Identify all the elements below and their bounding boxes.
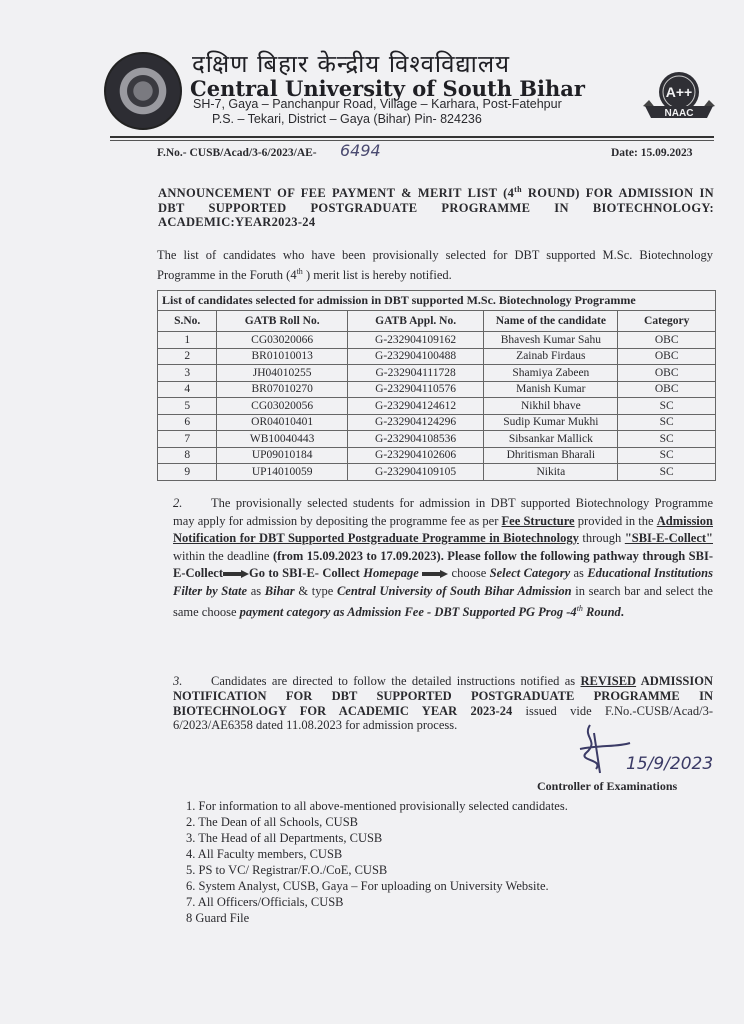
- table-cell: G-232904109162: [347, 332, 483, 349]
- distribution-item: 7. All Officers/Officials, CUSB: [186, 895, 344, 909]
- address-line-2: P.S. – Tekari, District – Gaya (Bihar) Pin- 824236: [212, 112, 482, 126]
- table-row: [158, 365, 716, 382]
- university-logo: [104, 52, 182, 130]
- table-cell: 8: [158, 447, 217, 464]
- distribution-list: [186, 798, 568, 926]
- table-cell: Bhavesh Kumar Sahu: [484, 332, 618, 349]
- table-cell: G-232904109105: [347, 464, 483, 481]
- distribution-item: 4. All Faculty members, CUSB: [186, 847, 343, 861]
- table-row: [158, 348, 716, 365]
- table-cell: Zainab Firdaus: [484, 348, 618, 365]
- table-cell: OBC: [618, 332, 716, 349]
- table-row: [158, 332, 716, 349]
- table-cell: SC: [618, 431, 716, 448]
- arrow-right-icon: [223, 570, 249, 578]
- distribution-item: 1. For information to all above-mentioned provisionally selected candidates.: [186, 799, 568, 813]
- table-cell: OBC: [618, 381, 716, 398]
- table-cell: UP09010184: [217, 447, 348, 464]
- arrow-right-icon: [422, 570, 448, 578]
- table-cell: Sudip Kumar Mukhi: [484, 414, 618, 431]
- table-cell: SC: [618, 398, 716, 415]
- table-cell: G-232904111728: [347, 365, 483, 382]
- intro-paragraph: The list of candidates who have been provisionally selected for DBT supported M.Sc. Biotechnology Programme in the Foruth (4th ) merit list is hereby notified.: [157, 248, 713, 282]
- table-cell: Sibsankar Mallick: [484, 431, 618, 448]
- table-cell: 1: [158, 332, 217, 349]
- table-row: [158, 414, 716, 431]
- table-row: [158, 398, 716, 415]
- table-header-cell: S.No.: [158, 311, 217, 332]
- table-cell: 2: [158, 348, 217, 365]
- table-cell: JH04010255: [217, 365, 348, 382]
- university-name-hindi: दक्षिण बिहार केन्द्रीय विश्वविद्यालय: [192, 50, 511, 78]
- table-cell: 5: [158, 398, 217, 415]
- signatory-designation: Controller of Examinations: [537, 779, 678, 793]
- table-cell: OBC: [618, 365, 716, 382]
- naac-badge: [643, 66, 715, 122]
- paragraph-3: 3. Candidates are directed to follow the detailed instructions notified as REVISED ADMISSION NOTIFICATION FOR DBT SUPPORTED POSTGRADUATE PROGRAMME IN BIOTECHNOLOGY FOR ACADEMIC YEAR 2023-24 issued vide F.No.-CUSB/Acad/3-6/2023/AE6358 dated 11.08.2023 for admission process.: [173, 674, 714, 733]
- table-cell: OBC: [618, 348, 716, 365]
- table-cell: G-232904110576: [347, 381, 483, 398]
- table-cell: SC: [618, 414, 716, 431]
- file-number: F.No.- CUSB/Acad/3-6/2023/AE-: [157, 147, 317, 159]
- naac-grade: A++: [665, 84, 693, 100]
- table-cell: OR04010401: [217, 414, 348, 431]
- university-name-english: Central University of South Bihar: [190, 76, 585, 101]
- table-header-row: [158, 311, 716, 332]
- table-caption: List of candidates selected for admission in DBT supported M.Sc. Biotechnology Programme: [158, 291, 716, 311]
- table-cell: WB10040443: [217, 431, 348, 448]
- table-cell: 7: [158, 431, 217, 448]
- table-cell: Shamiya Zabeen: [484, 365, 618, 382]
- merit-list-table: [157, 290, 716, 481]
- table-cell: 3: [158, 365, 217, 382]
- table-cell: 9: [158, 464, 217, 481]
- address-line-1: SH-7, Gaya – Panchanpur Road, Village – Karhara, Post-Fatehpur: [193, 97, 562, 111]
- table-cell: BR07010270: [217, 381, 348, 398]
- table-header-cell: GATB Appl. No.: [347, 311, 483, 332]
- fee-structure-link[interactable]: Fee Structure: [501, 513, 575, 528]
- header-rule-thin: [110, 140, 714, 141]
- paragraph-2: 2. The provisionally selected students for admission in DBT supported Biotechnology Programme may apply for admission by depositing the programme fee as per Fee Structure provided in the Admission Notification for DBT Supported Postgraduate Programme in Biotechnology through "SBI-E-Collect" within the deadline (from 15.09.2023 to 17.09.2023). Please follow the following pathway through SBI-E-Collect Go to SBI-E- Collect Homepage choose Select Category as Educational Institutions Filter by State as Bihar & type Central University of South Bihar Admission in search bar and select the same choose payment category as Admission Fee - DBT Supported PG Prog -4th Round.: [173, 496, 713, 620]
- table-cell: 4: [158, 381, 217, 398]
- table-row: [158, 431, 716, 448]
- table-cell: G-232904124612: [347, 398, 483, 415]
- signature-date: 15/9/2023: [626, 754, 714, 774]
- header-rule: [110, 136, 714, 138]
- table-cell: Nikita: [484, 464, 618, 481]
- table-cell: SC: [618, 447, 716, 464]
- table-cell: G-232904102606: [347, 447, 483, 464]
- table-cell: G-232904108536: [347, 431, 483, 448]
- table-body: [158, 332, 716, 481]
- table-cell: UP14010059: [217, 464, 348, 481]
- naac-label: NAAC: [664, 108, 694, 119]
- table-header-cell: Category: [618, 311, 716, 332]
- table-cell: BR01010013: [217, 348, 348, 365]
- admission-notification-link[interactable]: Admission Notification for DBT Supported Postgraduate Programme in Biotechnology: [173, 513, 713, 545]
- table-cell: G-232904100488: [347, 348, 483, 365]
- table-cell: CG03020056: [217, 398, 348, 415]
- issue-date: Date: 15.09.2023: [611, 147, 693, 159]
- table-row: [158, 464, 716, 481]
- table-row: [158, 381, 716, 398]
- distribution-item: 5. PS to VC/ Registrar/F.O./CoE, CUSB: [186, 863, 388, 877]
- table-header-cell: Name of the candidate: [484, 311, 618, 332]
- table-cell: SC: [618, 464, 716, 481]
- table-cell: G-232904124296: [347, 414, 483, 431]
- distribution-item: 6. System Analyst, CUSB, Gaya – For uploading on University Website.: [186, 879, 549, 893]
- table-cell: CG03020066: [217, 332, 348, 349]
- table-cell: Manish Kumar: [484, 381, 618, 398]
- distribution-item: 2. The Dean of all Schools, CUSB: [186, 815, 358, 829]
- table-header-cell: GATB Roll No.: [217, 311, 348, 332]
- table-cell: Dhritisman Bharali: [484, 447, 618, 464]
- distribution-item: 8 Guard File: [186, 911, 250, 925]
- file-number-handwritten: 6494: [340, 141, 381, 160]
- table-cell: Nikhil bhave: [484, 398, 618, 415]
- announcement-title: ANNOUNCEMENT OF FEE PAYMENT & MERIT LIST (4th ROUND) FOR ADMISSION IN DBT SUPPORTED POSTGRADUATE PROGRAMME IN BIOTECHNOLOGY: ACADEMIC:YEAR2023-24: [158, 185, 714, 230]
- distribution-item: 3. The Head of all Departments, CUSB: [186, 831, 383, 845]
- table-row: [158, 447, 716, 464]
- table-cell: 6: [158, 414, 217, 431]
